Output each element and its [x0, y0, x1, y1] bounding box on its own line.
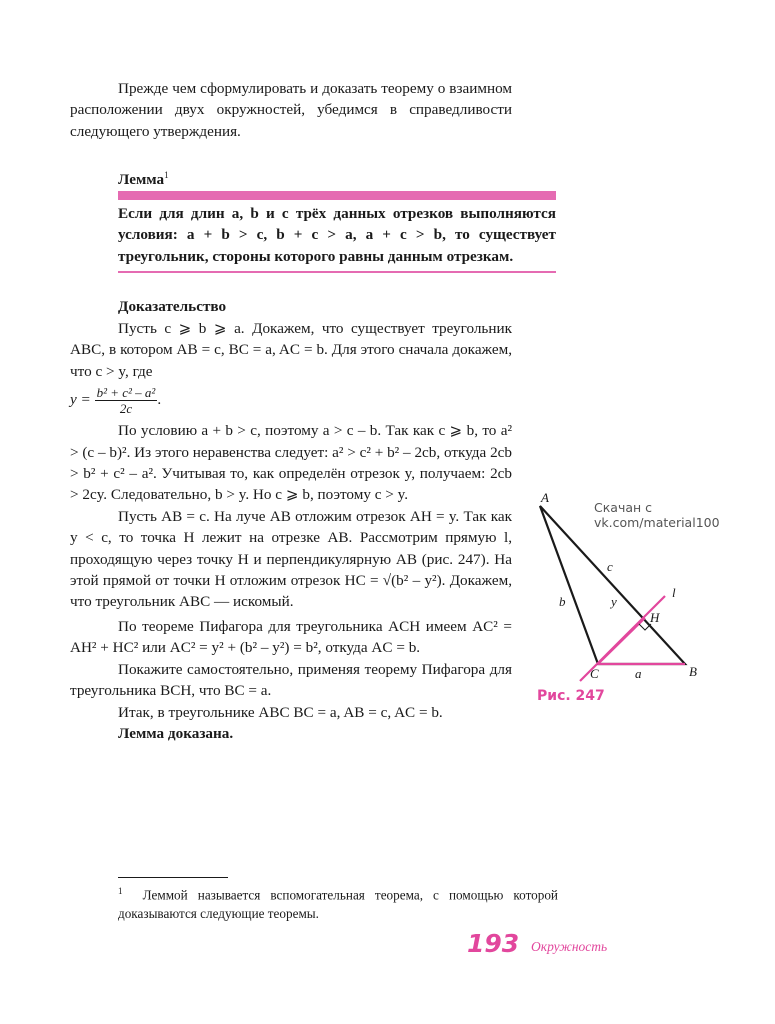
proof-paragraph-4: По теореме Пифагора для треугольника ACH имеем AC² = AH² + HC² или AC² = y² + (b² – y²) = b², откуда AC = b.: [70, 617, 512, 657]
label-H: H: [650, 610, 660, 625]
label-y: y: [611, 594, 617, 609]
label-B: B: [689, 664, 697, 679]
lemma-heading: Лемма$^1$: [118, 170, 169, 189]
running-head: Окружность: [531, 939, 608, 954]
proof-paragraph-2: По условию a + b > c, поэтому a > c – b. Так как c ⩾ b, то a² > (c – b)². Из этого неравенства следует: a² > c² + b² – 2cb, откуда 2cb > b² + c² – a². Учитывая то, как определён отрезок y, получаем: 2cb > 2cy. Следовательно, b > y. Но c ⩾ b, поэтому c > y.: [70, 422, 512, 504]
lemma-top-bar: [118, 191, 556, 200]
lemma-box: [118, 191, 556, 273]
proof-conclusion: Лемма доказана.: [118, 724, 234, 742]
proof-paragraph-3: Пусть AB = c. На луче AB отложим отрезок AH = y. Так как y < c, то точка H лежит на отрезке AB. Рассмотрим прямую l, проходящую через точку H и перпендикулярную AB (рис. 247). На этой прямой от точки H отложим отрезок HC = √(b² – y²). Докажем, что треугольник ABC — искомый.: [70, 507, 512, 611]
label-C: C: [590, 666, 599, 681]
lemma-bottom-line: [118, 271, 556, 273]
footnote-rule: [118, 877, 228, 878]
proof-heading: Доказательство: [118, 298, 227, 315]
formula: y = $\frac{\text{b² + c² – a²}}{2c}$ .: [70, 385, 162, 417]
page-number: 193: [467, 929, 520, 958]
watermark: Скачан с vk.com/material100: [594, 500, 720, 530]
figure-247: [525, 490, 715, 690]
intro-paragraph: Прежде чем сформулировать и доказать теорему о взаимном расположении двух окружностей, убедимся в справедливости следующего утверждения.: [70, 80, 512, 140]
proof-body: [70, 318, 512, 744]
label-a: a: [635, 666, 642, 681]
label-A: A: [541, 490, 549, 505]
proof-paragraph-1: Пусть c ⩾ b ⩾ a. Докажем, что существует треугольник ABC, в котором AB = c, BC = a, AC = b. Для этого сначала докажем, что c > y, где: [70, 320, 512, 380]
footnote: $^1$ Леммой называется вспомогательная теорема, с помощью которой доказываются следующие теоремы.: [118, 886, 558, 922]
label-b: b: [559, 594, 566, 609]
proof-paragraph-6: Итак, в треугольнике ABC BC = a, AB = c, AC = b.: [118, 703, 443, 721]
figure-caption: Рис. 247: [537, 688, 605, 704]
label-c: c: [607, 559, 613, 574]
triangle-abc: [540, 506, 685, 664]
proof-paragraph-5: Покажите самостоятельно, применяя теорему Пифагора для треугольника BCH, что BC = a.: [70, 660, 512, 700]
label-l: l: [672, 585, 676, 600]
lemma-statement: Если для длин a, b и c трёх данных отрезков выполняются условия: a + b > c, b + c > a, a + c > b, то существует треугольник, стороны которого равны данным отрезкам.: [118, 205, 556, 265]
